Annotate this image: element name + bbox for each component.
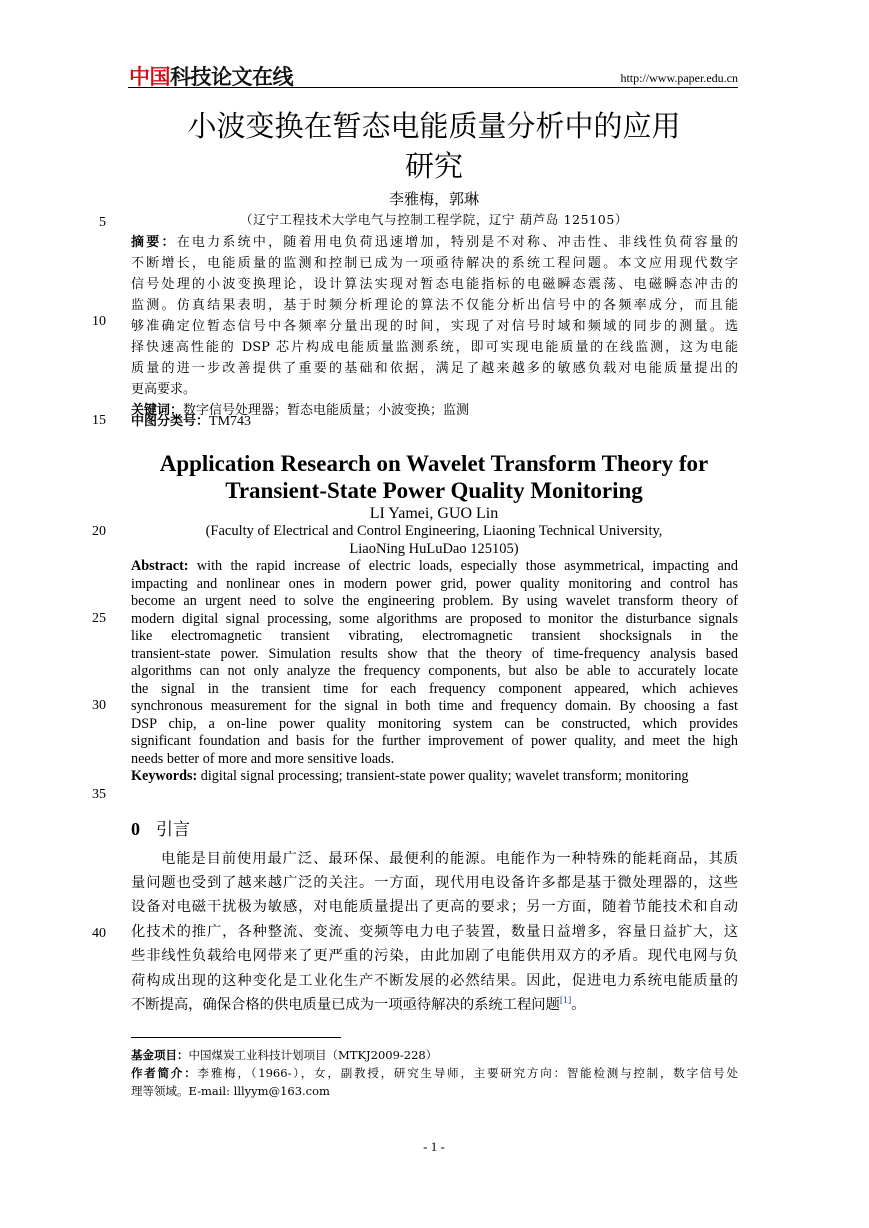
- abstract-cn-line: 摘要：在电力系统中，随着用电负荷迅速增加，特别是不对称、冲击性、非线性负荷容量的: [131, 235, 738, 250]
- body-paragraph-line: 些非线性负载给电网带来了更严重的污染，由此加剧了电能供用双方的矛盾。现代电网与负: [131, 948, 738, 964]
- abstract-cn-line: 信号处理的小波变换理论，设计算法实现对暂态电能指标的电磁瞬态震荡、电磁瞬态冲击的: [131, 277, 738, 292]
- keywords-en-text: digital signal processing; transient-state power quality; wavelet transform; monitoring: [197, 768, 689, 784]
- abstract-en-line: needs better of more and more sensitive loads.: [131, 751, 395, 767]
- line-number: 40: [92, 926, 106, 941]
- section-heading: [131, 815, 190, 840]
- fund-text: 中国煤炭工业科技计划项目（MTKJ2009-228）: [188, 1048, 438, 1062]
- keywords-cn-text: 数字信号处理器；暂态电能质量；小波变换；监测: [183, 403, 470, 418]
- abstract-en-line: synchronous measurement for the signal in both time and frequency domain. By choosing a fast: [131, 698, 738, 714]
- abstract-en-label: Abstract:: [131, 558, 189, 574]
- abstract-cn-line: 择快速高性能的 DSP 芯片构成电能质量监测系统，即可实现电能质量的在线监测，这为电能: [131, 340, 738, 355]
- section-title: 引言: [156, 820, 190, 840]
- title-en-line-1: Application Research on Wavelet Transform Theory for: [159, 451, 709, 476]
- line-number: 5: [99, 215, 106, 230]
- header-rule: [128, 87, 738, 88]
- body-paragraph-line: 不断提高，确保合格的供电质量已成为一项亟待解决的系统工程问题[1]。: [131, 996, 586, 1013]
- abstract-en-line: the signal in the transient time for each frequency component appeared, which achieves: [131, 681, 738, 697]
- abstract-en-line: modern digital signal processing, some algorithms are proposed to monitor the disturbance signals: [131, 611, 738, 627]
- title-cn-line-1: 小波变换在暂态电能质量分析中的应用: [187, 109, 681, 143]
- abstract-en-line: DSP chip, a on-line power quality monitoring system can be constructed, which provides: [131, 716, 738, 732]
- abstract-en-line: algorithms can not only analyze the frequency components, but also be able to accurately locate: [131, 663, 738, 679]
- line-number: 30: [92, 698, 106, 713]
- footnote-fund: [131, 1047, 738, 1064]
- body-paragraph-line: 量问题也受到了越来越广泛的关注。一方面，现代用电设备许多都是基于微处理器的，这些: [131, 875, 738, 891]
- abstract-cn-line: 够准确定位暂态信号中各频率分量出现的时间，实现了对信号时域和频域的同步的测量。选: [131, 319, 738, 334]
- abstract-cn-line: 质量的进一步改善提供了重要的基础和依据，满足了越来越多的敏感负载对电能质量提出的: [131, 361, 738, 376]
- abstract-en-line: impacting and nonlinear ones in modern power grid, power quality monitoring and control has: [131, 576, 738, 592]
- abstract-cn-line: 更高要求。: [131, 382, 197, 397]
- author-text: 李雅梅，（1966-），女，副教授，研究生导师，主要研究方向：智能检测与控制，数字信号处: [197, 1066, 738, 1080]
- abstract-cn-label: 摘要：: [131, 235, 177, 250]
- line-number: 25: [92, 611, 106, 626]
- fund-label: 基金项目：: [131, 1048, 189, 1062]
- line-number: 35: [92, 787, 106, 802]
- abstract-en-line: Abstract: with the rapid increase of electric loads, especially those asymmetrical, impacting and: [131, 558, 738, 574]
- abstract-en-line: transient-state power. Simulation results show that the theory of time-frequency analysis based: [131, 646, 738, 662]
- page-number: - 1 -: [423, 1139, 445, 1154]
- section-number: 0: [131, 819, 140, 839]
- affiliation-en-line-2: LiaoNing HuLuDao 125105): [349, 541, 519, 557]
- keywords-en: [131, 768, 738, 786]
- title-en-line-2: Transient-State Power Quality Monitoring: [225, 478, 643, 503]
- keywords-cn-label: 关键词：: [131, 403, 184, 418]
- abstract-en-line: significant foundation and basis for the further improvement of power quality, and meet the high: [131, 733, 738, 749]
- logo-black-text: 科技论文在线: [170, 65, 293, 89]
- body-paragraph-line: 电能是目前使用最广泛、最环保、最便利的能源。电能作为一种特殊的能耗商品，其质: [161, 851, 738, 867]
- clc-label: 中图分类号：: [131, 414, 210, 429]
- body-paragraph-line: 荷构成出现的这种变化是工业化生产不断发展的必然结果。因此，促进电力系统电能质量的: [131, 973, 738, 989]
- affiliation-en-line-1: (Faculty of Electrical and Control Engineering, Liaoning Technical University,: [205, 523, 663, 539]
- line-number: 15: [92, 413, 106, 428]
- author-label: 作者简介：: [131, 1066, 198, 1080]
- title-cn-line-2: 研究: [404, 149, 463, 183]
- abstract-en-line: become an urgent need to solve the engineering problem. By using wavelet transform theory of: [131, 593, 738, 609]
- line-number: 20: [92, 524, 106, 539]
- footnote-author-cont: 理等领域。E-mail: lllyym@163.com: [131, 1084, 330, 1098]
- footnote-author: [131, 1065, 738, 1082]
- footnote-rule: [131, 1037, 341, 1038]
- abstract-cn-line: 不断增长，电能质量的监测和控制已成为一项亟待解决的系统工程问题。本文应用现代数字: [131, 256, 738, 271]
- logo-red-text: 中国: [129, 65, 170, 89]
- authors-en: LI Yamei, GUO Lin: [369, 505, 499, 522]
- body-paragraph-line: 设备对电磁干扰极为敏感，对电能质量提出了更高的要求；另一方面，随着节能技术和自动: [131, 899, 738, 915]
- line-number: 10: [92, 314, 106, 329]
- body-paragraph-line: 化技术的推广，各种整流、变流、变频等电力电子装置，数量日益增多，容量日益扩大，这: [131, 924, 738, 940]
- keywords-en-label: Keywords:: [131, 768, 198, 784]
- citation-link[interactable]: [1]: [559, 996, 572, 1006]
- header-url[interactable]: http://www.paper.edu.cn: [620, 71, 738, 85]
- affiliation-cn: （辽宁工程技术大学电气与控制工程学院，辽宁 葫芦岛 125105）: [240, 212, 628, 227]
- authors-cn: 李雅梅，郭琳: [388, 190, 479, 208]
- abstract-cn-line: 监测。仿真结果表明，基于时频分析理论的算法不仅能分析出信号中的各频率成分，而且能: [131, 298, 738, 313]
- clc-line: [131, 411, 738, 432]
- abstract-en-line: like electromagnetic transient vibrating, electromagnetic transient shocksignals in the: [131, 628, 738, 644]
- clc-code: TM743: [209, 414, 252, 429]
